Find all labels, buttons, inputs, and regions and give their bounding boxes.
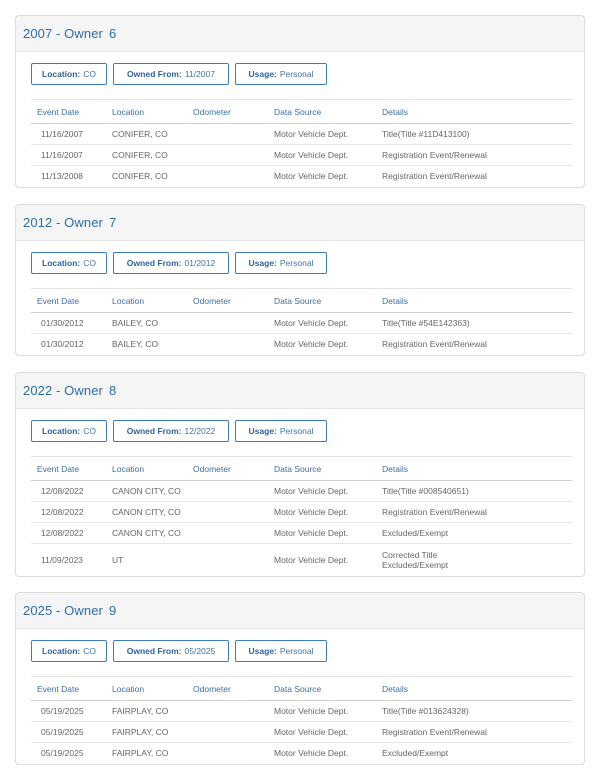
events-header-row [31,457,572,481]
owner-number: 8 [108,383,117,398]
events-table [31,456,572,576]
table-row [31,701,572,722]
usage-chip-value: Personal [279,69,314,79]
col-location: Location [112,100,193,124]
owned-from-chip-value: 01/2012 [184,258,216,268]
owner-year-label: 2007 - Owner [23,26,103,41]
event-odometer-cell [193,313,274,334]
events-table [31,288,572,355]
events-table [31,676,572,764]
usage-chip[interactable] [235,252,327,274]
location-chip-value: CO [83,258,96,268]
event-details-cell [382,523,572,544]
event-details-cell [382,166,572,187]
location-chip-value: CO [83,426,96,436]
owner-card-header [16,205,584,241]
event-location-cell: CONIFER, CO [112,145,193,166]
usage-chip-label: Usage: [248,69,277,79]
event-source-cell: Motor Vehicle Dept. [274,523,382,544]
event-details-line: Registration Event/Renewal [382,727,487,737]
owned-from-chip-label: Owned From: [126,426,182,436]
table-row [31,722,572,743]
usage-chip-label: Usage: [248,646,277,656]
usage-chip-value: Personal [279,258,314,268]
event-location-cell: UT [112,554,124,565]
col-event-date: Event Date [31,677,112,701]
col-location: Location [112,289,193,313]
col-data-source: Data Source [274,677,382,701]
event-details-line: Title(Title #11D413100) [382,129,470,139]
location-chip-label: Location: [42,258,81,268]
col-details: Details [382,677,572,701]
event-date-cell: 01/30/2012 [41,339,84,350]
owner-summary-chips [31,640,572,662]
event-details-line-2: Excluded/Exempt [382,559,449,570]
table-row [31,334,572,355]
events-body [31,701,572,764]
event-location-cell: CONIFER, CO [112,171,168,182]
owned-from-chip-label: Owned From: [126,258,182,268]
event-location-cell: FAIRPLAY, CO [112,701,193,722]
event-odometer-cell [193,334,274,355]
event-details-cell [382,334,572,355]
event-date-cell: 11/13/2008 [41,171,83,182]
col-event-date: Event Date [31,289,112,313]
owner-card [15,15,585,188]
table-row [31,544,572,576]
col-event-date: Event Date [31,457,112,481]
location-chip[interactable] [31,252,107,274]
event-location-cell: BAILEY, CO [112,313,193,334]
owner-year-label: 2025 - Owner [23,603,103,618]
owner-card [15,372,585,577]
event-details-cell [382,743,572,764]
event-source-cell: Motor Vehicle Dept. [274,701,382,722]
table-row [31,743,572,764]
usage-chip[interactable] [235,420,327,442]
events-body [31,124,572,187]
event-date-cell: 11/16/2007 [31,145,112,166]
owned-from-chip[interactable] [113,640,229,662]
col-data-source: Data Source [274,457,382,481]
col-details: Details [382,100,572,124]
event-source-cell: Motor Vehicle Dept. [274,748,349,759]
owned-from-chip-label: Owned From: [126,646,182,656]
table-row [31,145,572,166]
event-details-line: Title(Title #008540651) [382,486,469,496]
event-odometer-cell [193,166,274,187]
event-details-cell [382,722,572,743]
event-details-cell [382,145,572,166]
col-details: Details [382,289,572,313]
event-details-cell [382,481,572,502]
usage-chip-label: Usage: [248,258,277,268]
event-source-cell: Motor Vehicle Dept. [274,554,349,565]
event-details-line: Registration Event/Renewal [382,171,487,182]
event-details-line: Excluded/Exempt [382,748,449,759]
table-row [31,313,572,334]
event-odometer-cell [193,701,274,722]
event-location-cell: CANON CITY, CO [112,502,193,523]
event-date-cell: 12/08/2022 [31,502,112,523]
event-details-cell [382,502,572,523]
owner-card [15,204,585,356]
event-odometer-cell [193,124,274,145]
owner-card-header [16,593,584,629]
location-chip[interactable] [31,640,107,662]
event-location-cell: CONIFER, CO [112,124,193,145]
col-odometer: Odometer [193,100,274,124]
event-date-cell: 05/19/2025 [31,722,112,743]
event-details-cell [382,313,572,334]
col-odometer: Odometer [193,677,274,701]
event-source-cell: Motor Vehicle Dept. [274,502,382,523]
owner-number: 7 [108,215,117,230]
event-details-line: Registration Event/Renewal [382,339,487,350]
event-details-line: Title(Title #013624328) [382,706,469,716]
event-location-cell: FAIRPLAY, CO [112,722,193,743]
location-chip-label: Location: [42,426,81,436]
owner-year-label: 2012 - Owner [23,215,103,230]
event-source-cell: Motor Vehicle Dept. [274,171,349,182]
owned-from-chip[interactable] [113,420,229,442]
col-details: Details [382,457,572,481]
event-source-cell: Motor Vehicle Dept. [274,313,382,334]
usage-chip[interactable] [235,640,327,662]
owned-from-chip-value: 11/2007 [184,69,215,79]
owner-summary-chips [31,252,572,274]
event-details-line: Title(Title #54E142363) [382,318,470,328]
events-header-row [31,100,572,124]
table-row [31,166,572,187]
event-date-cell: 11/09/2023 [41,554,83,565]
events-header-row [31,289,572,313]
col-location: Location [112,677,193,701]
owned-from-chip-value: 05/2025 [184,646,216,656]
event-details-line: Registration Event/Renewal [382,507,487,517]
location-chip-label: Location: [42,69,81,79]
col-data-source: Data Source [274,289,382,313]
col-odometer: Odometer [193,457,274,481]
owner-card-header [16,373,584,409]
event-date-cell: 12/08/2022 [31,481,112,502]
event-location-cell: FAIRPLAY, CO [112,748,169,759]
event-odometer-cell [193,743,274,764]
owned-from-chip[interactable] [113,63,229,85]
event-details-line: Excluded/Exempt [382,528,449,538]
owner-card-header [16,16,584,52]
location-chip-label: Location: [42,646,81,656]
location-chip-value: CO [83,646,96,656]
event-source-cell: Motor Vehicle Dept. [274,722,382,743]
event-details-line: Registration Event/Renewal [382,150,487,160]
location-chip-value: CO [83,69,96,79]
owner-number: 9 [108,603,117,618]
event-odometer-cell [193,544,274,576]
event-odometer-cell [193,502,274,523]
events-body [31,313,572,355]
event-date-cell: 12/08/2022 [31,523,112,544]
table-row [31,502,572,523]
event-date-cell: 05/19/2025 [41,748,84,759]
owned-from-chip-value: 12/2022 [184,426,216,436]
event-details-cell [382,544,572,576]
event-details-cell [382,701,572,722]
events-table [31,99,572,187]
usage-chip-label: Usage: [248,426,277,436]
events-header-row [31,677,572,701]
event-date-cell: 11/16/2007 [31,124,112,145]
event-location-cell: CANON CITY, CO [112,523,193,544]
owner-summary-chips [31,63,572,85]
col-odometer: Odometer [193,289,274,313]
event-odometer-cell [193,523,274,544]
col-location: Location [112,457,193,481]
location-chip[interactable] [31,63,107,85]
owner-year-label: 2022 - Owner [23,383,103,398]
event-source-cell: Motor Vehicle Dept. [274,124,382,145]
location-chip[interactable] [31,420,107,442]
usage-chip-value: Personal [279,646,314,656]
event-source-cell: Motor Vehicle Dept. [274,145,382,166]
event-location-cell: CANON CITY, CO [112,481,193,502]
event-source-cell: Motor Vehicle Dept. [274,339,349,350]
events-body [31,481,572,576]
table-row [31,523,572,544]
owner-card [15,592,585,765]
owned-from-chip-label: Owned From: [127,69,182,79]
table-row [31,124,572,145]
owner-number: 6 [108,26,117,41]
event-details-cell [382,124,572,145]
event-odometer-cell [193,145,274,166]
event-location-cell: BAILEY, CO [112,339,159,350]
col-data-source: Data Source [274,100,382,124]
table-row [31,481,572,502]
event-date-cell: 05/19/2025 [31,701,112,722]
event-details-line: Corrected Title [382,549,438,560]
event-source-cell: Motor Vehicle Dept. [274,481,382,502]
event-date-cell: 01/30/2012 [31,313,112,334]
owned-from-chip[interactable] [113,252,229,274]
usage-chip[interactable] [235,63,327,85]
usage-chip-value: Personal [279,426,314,436]
event-odometer-cell [193,481,274,502]
owner-summary-chips [31,420,572,442]
event-odometer-cell [193,722,274,743]
col-event-date: Event Date [31,100,112,124]
